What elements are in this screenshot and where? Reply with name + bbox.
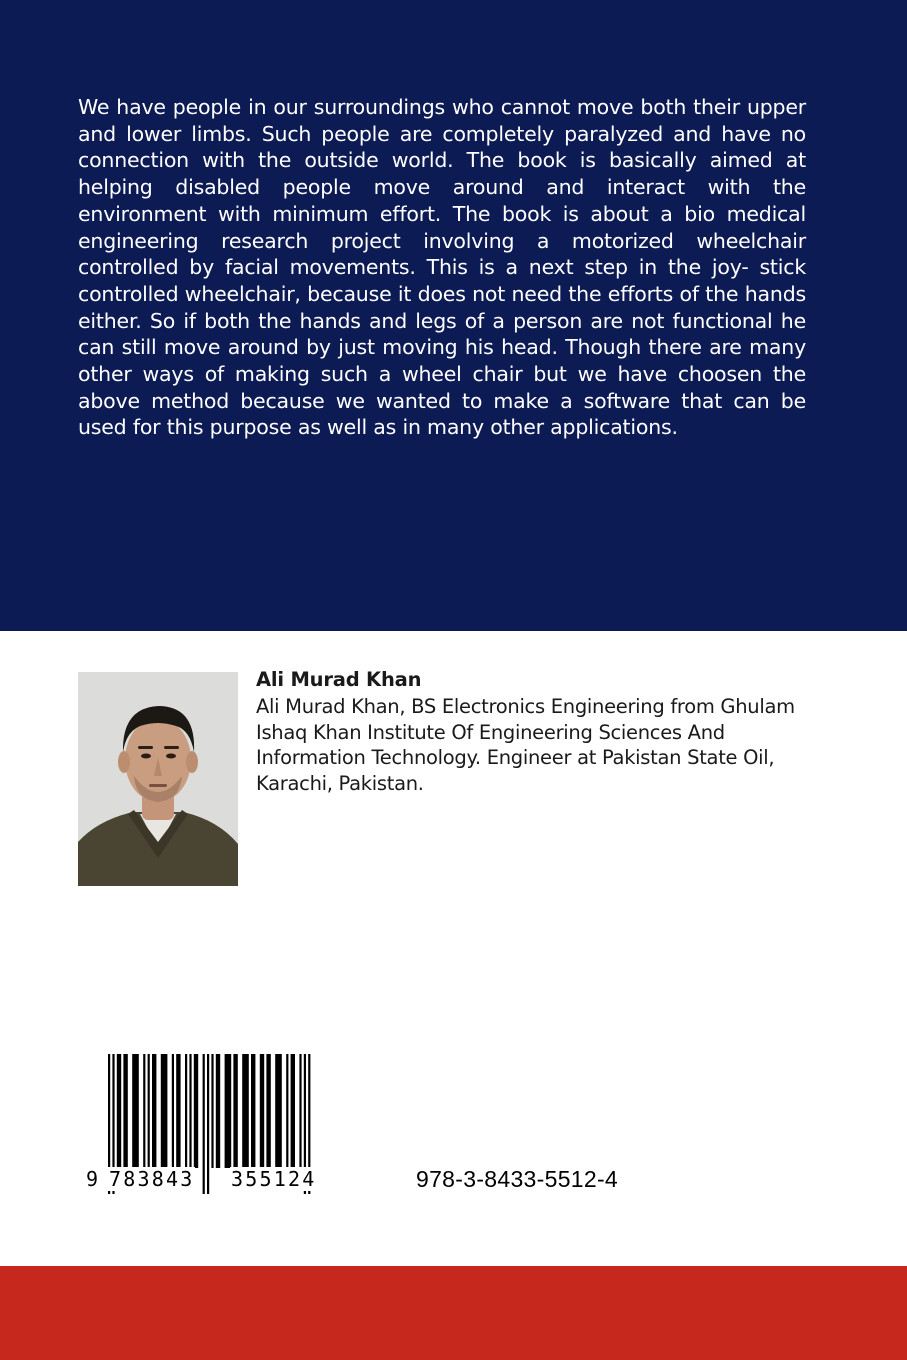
barcode-digit-group-right: 355124 [231, 1167, 317, 1191]
bottom-color-band [0, 1266, 907, 1360]
back-cover-panel [0, 0, 907, 631]
barcode-bar [251, 1054, 255, 1168]
barcode-bar [233, 1054, 237, 1168]
barcode-bar [216, 1054, 220, 1168]
barcode-bar [260, 1054, 264, 1168]
barcode-digits [82, 1167, 362, 1197]
barcode-digit-group-left: 783843 [109, 1167, 195, 1191]
barcode-bar [211, 1054, 213, 1168]
barcode-bar [161, 1054, 168, 1168]
barcode-bar [275, 1054, 282, 1168]
barcode-bar [176, 1054, 180, 1168]
barcode-bar [143, 1054, 145, 1168]
barcode-bar [286, 1054, 288, 1168]
barcode-lead-digit: 9 [86, 1167, 99, 1191]
barcode-bar [148, 1054, 150, 1168]
author-photo [78, 672, 238, 886]
barcode-bar [132, 1054, 139, 1168]
barcode-bar [185, 1054, 187, 1168]
barcode-bar [225, 1054, 232, 1168]
barcode-bar [291, 1054, 295, 1168]
book-blurb: We have people in our surroundings who cannot move both their upper and lower limbs. Such people are completely paralyzed and have no connection with the outside world. The book is basically aimed at helping disabled people move around and interact with the environment with minimum effort. The book is about a bio medical engineering research project involving a motorized wheelchair controlled by facial movements. This is a next step in the joy- stick controlled wheelchair, because it does not need the efforts of the hands either. So if both the hands and legs of a person are not functional he can still move around by just moving his head. Though there are many other ways of making such a wheel chair but we have choosen the above method because we wanted to make a software that can be used for this purpose as well as in many other applications. [78, 95, 806, 440]
barcode-bar [266, 1054, 270, 1168]
barcode-bar [123, 1054, 127, 1168]
barcode-bar [152, 1054, 156, 1168]
barcode-bar [242, 1054, 249, 1168]
author-bio: Ali Murad Khan, BS Electronics Engineering from Ghulam Ishaq Khan Institute Of Engineering Sciences And Information Technology. Engineer at Pakistan State Oil, Karachi, Pakistan. [256, 695, 795, 795]
author-name: Ali Murad Khan [256, 668, 422, 691]
barcode-bar [194, 1054, 198, 1168]
barcode-bar [299, 1054, 301, 1168]
barcode-bar [189, 1054, 191, 1168]
isbn-number: 978-3-8433-5512-4 [416, 1166, 619, 1192]
barcode-bar [172, 1054, 174, 1168]
barcode-bar [117, 1054, 121, 1168]
